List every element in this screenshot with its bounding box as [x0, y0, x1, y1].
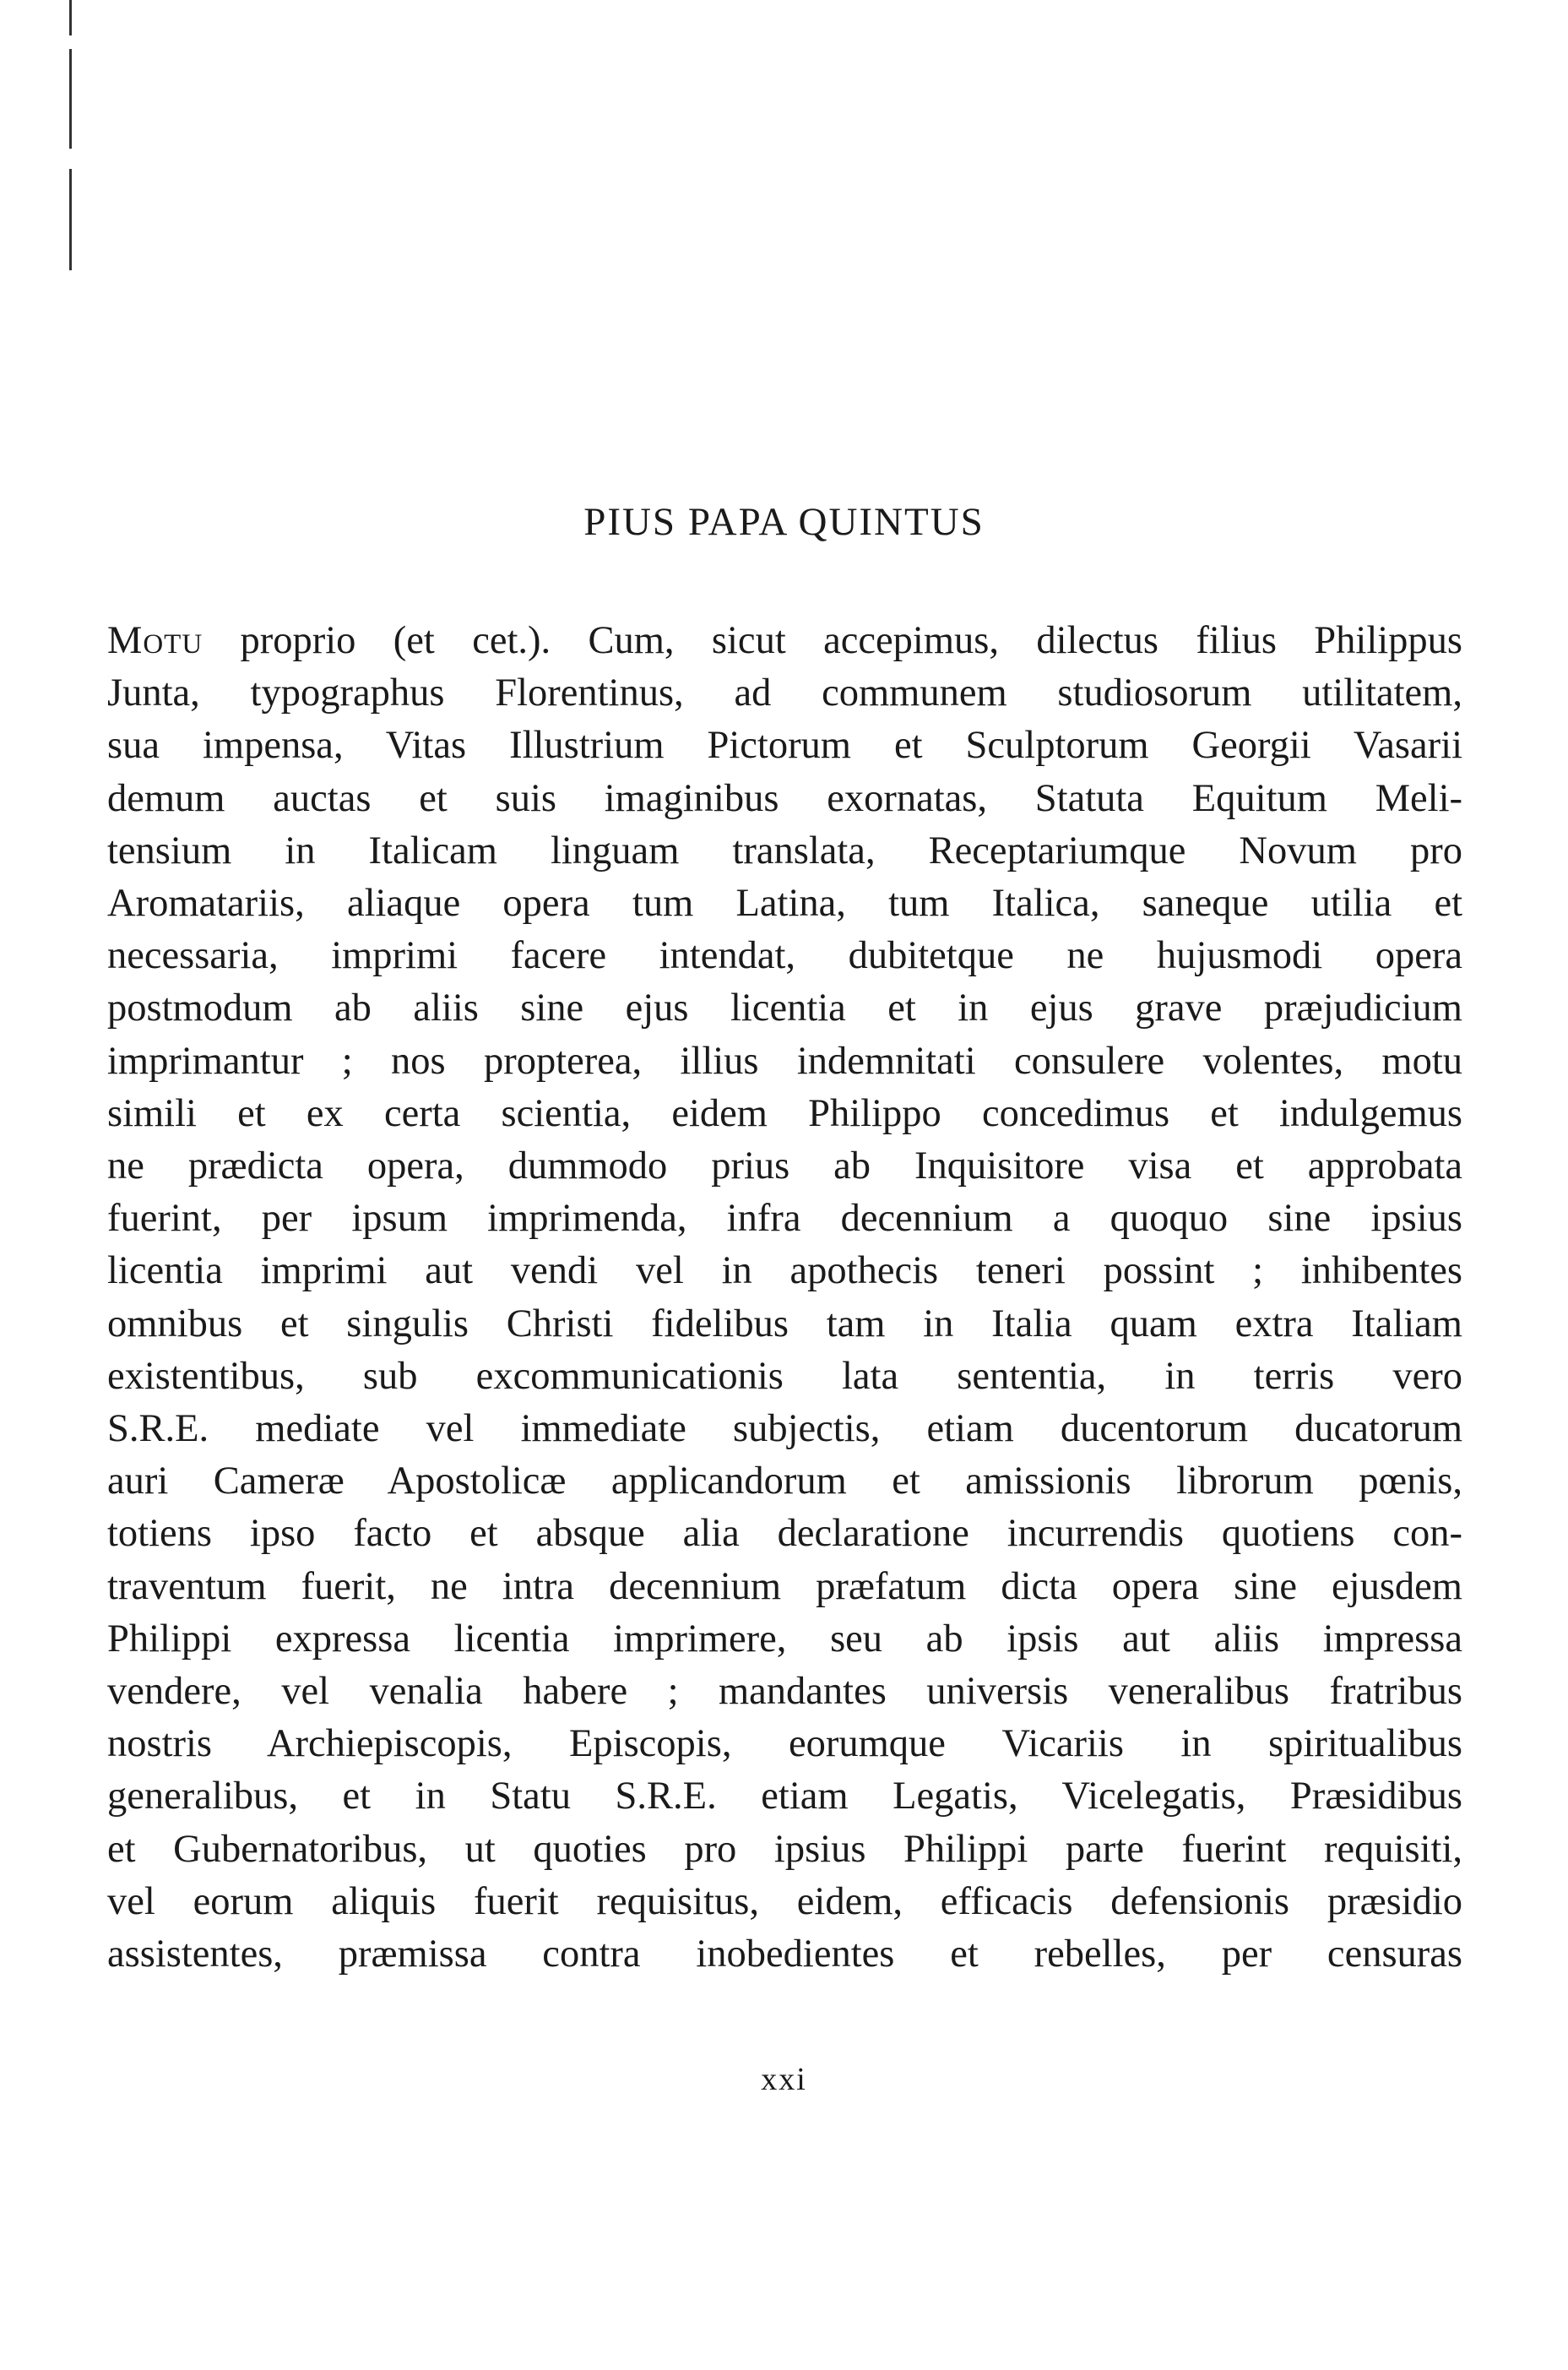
text-line: demum auctas et suis imaginibus exornatas, Statuta Equitum Meli-	[107, 776, 1463, 820]
scan-edge-mark	[69, 169, 72, 270]
text-line: Aromatariis, aliaque opera tum Latina, tum Italica, saneque utilia et	[107, 882, 1463, 926]
text-line: et Gubernatoribus, ut quoties pro ipsius Philippi parte fuerint requisiti,	[107, 1827, 1462, 1871]
text-line: tensium in Italicam linguam translata, Receptariumque Novum pro	[107, 829, 1462, 872]
text-line: sua impensa, Vitas Illustrium Pictorum et Sculptorum Georgii Vasarii	[107, 724, 1462, 768]
text-line: totiens ipso facto et absque alia declaratione incurrendis quotiens con-	[107, 1512, 1462, 1556]
text-line	[107, 615, 1462, 667]
text-line: necessaria, imprimi facere intendat, dubitetque ne hujusmodi opera	[107, 934, 1462, 978]
text-line-rest: proprio (et cet.). Cum, sicut accepimus, dilectus filius Philippus	[203, 619, 1463, 662]
scan-edge-mark	[69, 49, 72, 149]
lead-small-caps: Motu	[107, 619, 203, 662]
text-line: existentibus, sub excommunicationis lata sententia, in terris vero	[107, 1354, 1462, 1398]
text-line: auri Cameræ Apostolicæ applicandorum et amissionis librorum pœnis,	[107, 1460, 1462, 1503]
text-line: S.R.E. mediate vel immediate subjectis, etiam ducentorum ducatorum	[107, 1407, 1463, 1451]
text-line: vel eorum aliquis fuerit requisitus, eidem, efficacis defensionis præsidio	[107, 1879, 1463, 1923]
text-line: traventum fuerit, ne intra decennium præfatum dicta opera sine ejusdem	[107, 1564, 1462, 1608]
text-line: ne prædicta opera, dummodo prius ab Inquisitore visa et approbata	[107, 1144, 1463, 1188]
scan-edge-mark	[69, 0, 72, 35]
text-line: simili et ex certa scientia, eidem Philippo concedimus et indulgemus	[107, 1091, 1462, 1135]
text-line: Philippi expressa licentia imprimere, seu ab ipsis aut aliis impressa	[107, 1617, 1462, 1661]
text-line: fuerint, per ipsum imprimenda, infra decennium a quoquo sine ipsius	[107, 1197, 1462, 1241]
page-number: xxi	[761, 2062, 807, 2097]
text-line: generalibus, et in Statu S.R.E. etiam Legatis, Vicelegatis, Præsidibus	[107, 1775, 1463, 1818]
text-line: assistentes, præmissa contra inobedientes et rebelles, per censuras	[107, 1932, 1463, 1976]
text-line: vendere, vel venalia habere ; mandantes universis veneralibus fratribus	[107, 1670, 1462, 1714]
text-line: omnibus et singulis Christi fidelibus tam in Italia quam extra Italiam	[107, 1302, 1462, 1345]
text-line: imprimantur ; nos propterea, illius indemnitati consulere volentes, motu	[107, 1039, 1462, 1083]
text-line: licentia imprimi aut vendi vel in apothecis teneri possint ; inhibentes	[107, 1249, 1463, 1293]
text-line: nostris Archiepiscopis, Episcopis, eorumque Vicariis in spiritualibus	[107, 1722, 1463, 1766]
text-line: postmodum ab aliis sine ejus licentia et in ejus grave præjudicium	[107, 987, 1462, 1030]
page-title: PIUS PAPA QUINTUS	[583, 500, 985, 544]
body-paragraph	[107, 615, 1462, 1981]
text-line: Junta, typographus Florentinus, ad communem studiosorum utilitatem,	[107, 671, 1462, 715]
